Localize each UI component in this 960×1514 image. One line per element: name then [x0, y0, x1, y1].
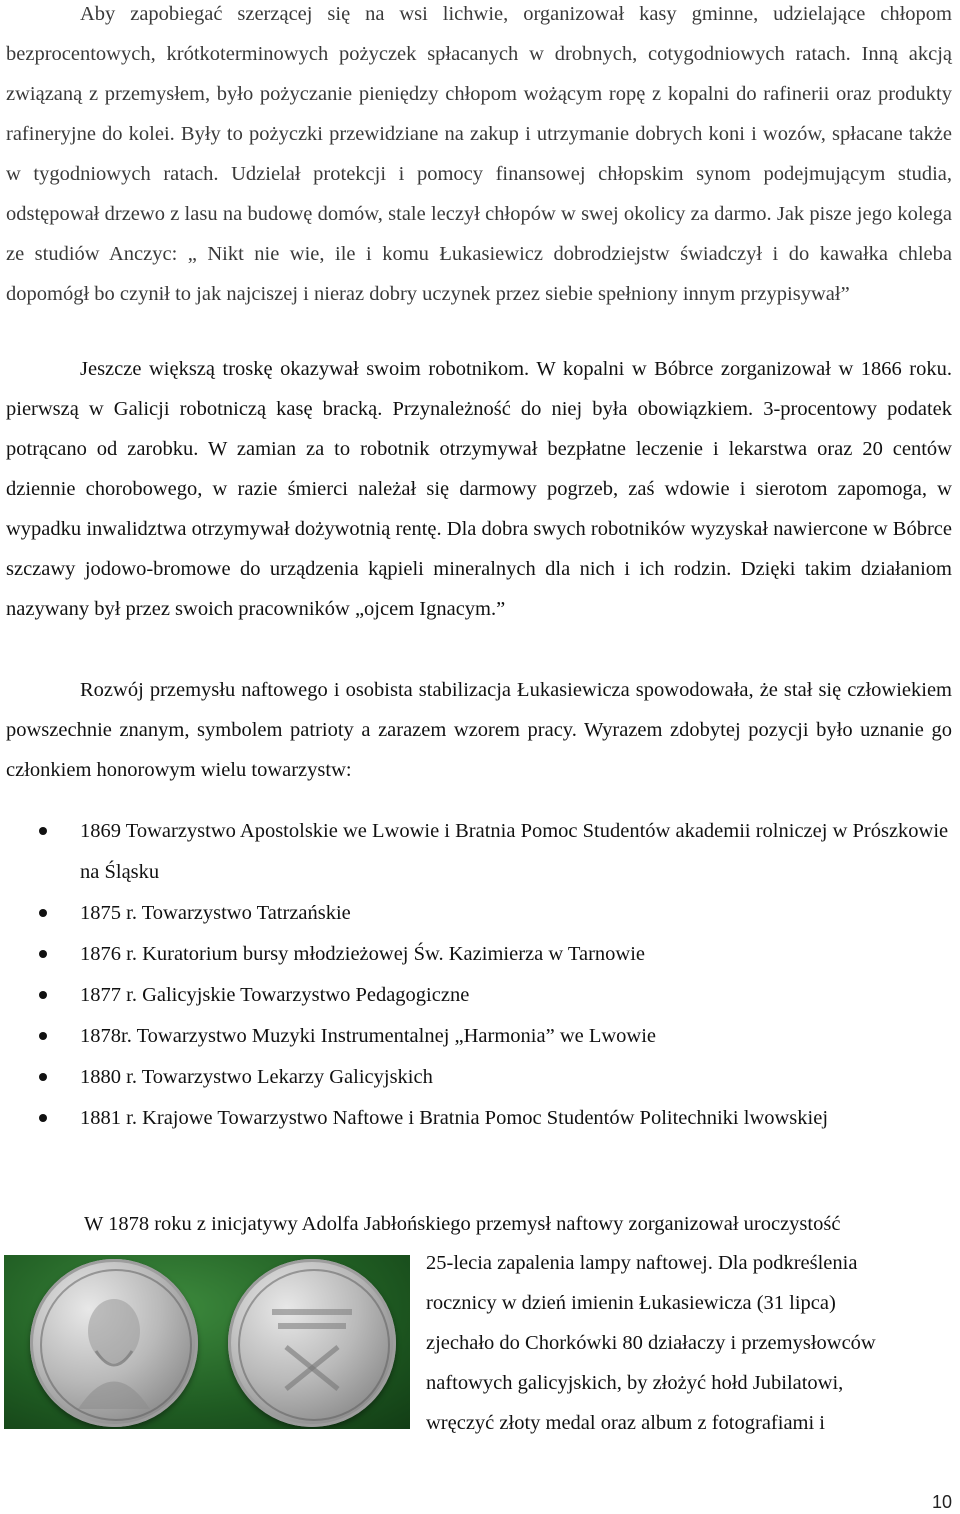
- bullet-icon: [39, 1032, 47, 1040]
- medal-inscription-side: [228, 1259, 396, 1427]
- bullet-icon: [39, 950, 47, 958]
- bullet-icon: [39, 991, 47, 999]
- paragraph-recognition: Rozwój przemysłu naftowego i osobista stabilizacja Łukasiewicza spowodowała, że stał się człowiekiem powszechnie znanym, symbolem patrioty a zarazem wzorem pracy. Wyrazem zdobytej pozycji było uznanie go członkiem honorowym wielu towarzystw:: [6, 679, 952, 781]
- list-item: 1877 r. Galicyjskie Towarzystwo Pedagogiczne: [0, 975, 958, 1016]
- bullet-icon: [39, 1073, 47, 1081]
- paragraph-workers: Jeszcze większą troskę okazywał swoim robotnikom. W kopalni w Bóbrce zorganizował w 1866 roku. pierwszą w Galicji robotniczą kasę bracką. Przynależność do niej była obowiązkiem. 3-procentowy podatek potrącano od zarobku. W zamian za to robotnik otrzymywał bezpłatne leczenie i lekarstwa oraz 20 centów dziennie chorobowego, w razie śmierci należał się darmowy pogrzeb, zaś wdowie i sierotom zapomoga, w wypadku inwalidztwa otrzymywał dożywotnią rentę. Dla dobra swych robotników wyzyskał nawiercone w Bóbrce szczawy jodowo-bromowe do urządzenia kąpieli mineralnych dla nich i ich rodzin. Dzięki takim działaniom nazywany był przez swoich pracowników „ojcem Ignacym.”: [6, 358, 952, 620]
- bullet-icon: [39, 909, 47, 917]
- paragraph-usury: Aby zapobiegać szerzącej się na wsi lichwie, organizował kasy gminne, udzielające chłopom bezprocentowych, krótkoterminowych pożyczek spłacanych w drobnych, cotygodniowych ratach. Inną akcją związaną z przemysłem, było pożyczanie pieniędzy chłopom wożącym ropę z kopalni do rafinerii oraz produkty rafineryjne do kolei. Były to pożyczki przewidziane na zakup i utrzymanie dobrych koni i wozów, spłacane także w tygodniowych ratach. Udzielał protekcji i pomocy finansowej chłopskim synom podejmującym studia, odstępował drzewo z lasu na budowę domów, stale leczył chłopów w swej okolicy za darmo. Jak pisze jego kolega ze studiów Anczyc: „ Nikt nie wie, ile i komu Łukasiewicz dobrodziejstw świadczył i do kawałka chleba dopomógł bo czynił to jak najciszej i nieraz dobry uczynek przez siebie spełniony innym przypisywał”: [6, 3, 952, 305]
- bullet-icon: [39, 827, 47, 835]
- list-item: 1880 r. Towarzystwo Lekarzy Galicyjskich: [0, 1057, 958, 1098]
- societies-list: [0, 811, 958, 1139]
- list-item: 1878r. Towarzystwo Muzyki Instrumentalnej „Harmonia” we Lwowie: [0, 1016, 958, 1057]
- list-item: 1876 r. Kuratorium bursy młodzieżowej Św. Kazimierza w Tarnowie: [0, 934, 958, 975]
- page-number: 10: [931, 1492, 952, 1512]
- list-item: 1875 r. Towarzystwo Tatrzańskie: [0, 893, 958, 934]
- bullet-icon: [39, 1114, 47, 1122]
- jubilee-intro: W 1878 roku z inicjatywy Adolfa Jabłońskiego przemysł naftowy zorganizował uroczystość: [84, 1213, 841, 1235]
- list-item: 1869 Towarzystwo Apostolskie we Lwowie i Bratnia Pomoc Studentów akademii rolniczej w Prószkowie na Śląsku: [0, 811, 958, 893]
- jubilee-text: 25-lecia zapalenia lampy naftowej. Dla podkreślenia rocznicy w dzień imienin Łukasiewicza (31 lipca) zjechało do Chorkówki 80 działaczy i przemysłowców naftowych galicyjskich, by złożyć hołd Jubilatowi, wręczyć złoty medal oraz album z fotografiami i: [426, 1252, 876, 1434]
- medal-portrait-side: [30, 1259, 198, 1427]
- medal-photo: [4, 1255, 410, 1429]
- list-item: 1881 r. Krajowe Towarzystwo Naftowe i Bratnia Pomoc Studentów Politechniki lwowskiej: [0, 1098, 958, 1139]
